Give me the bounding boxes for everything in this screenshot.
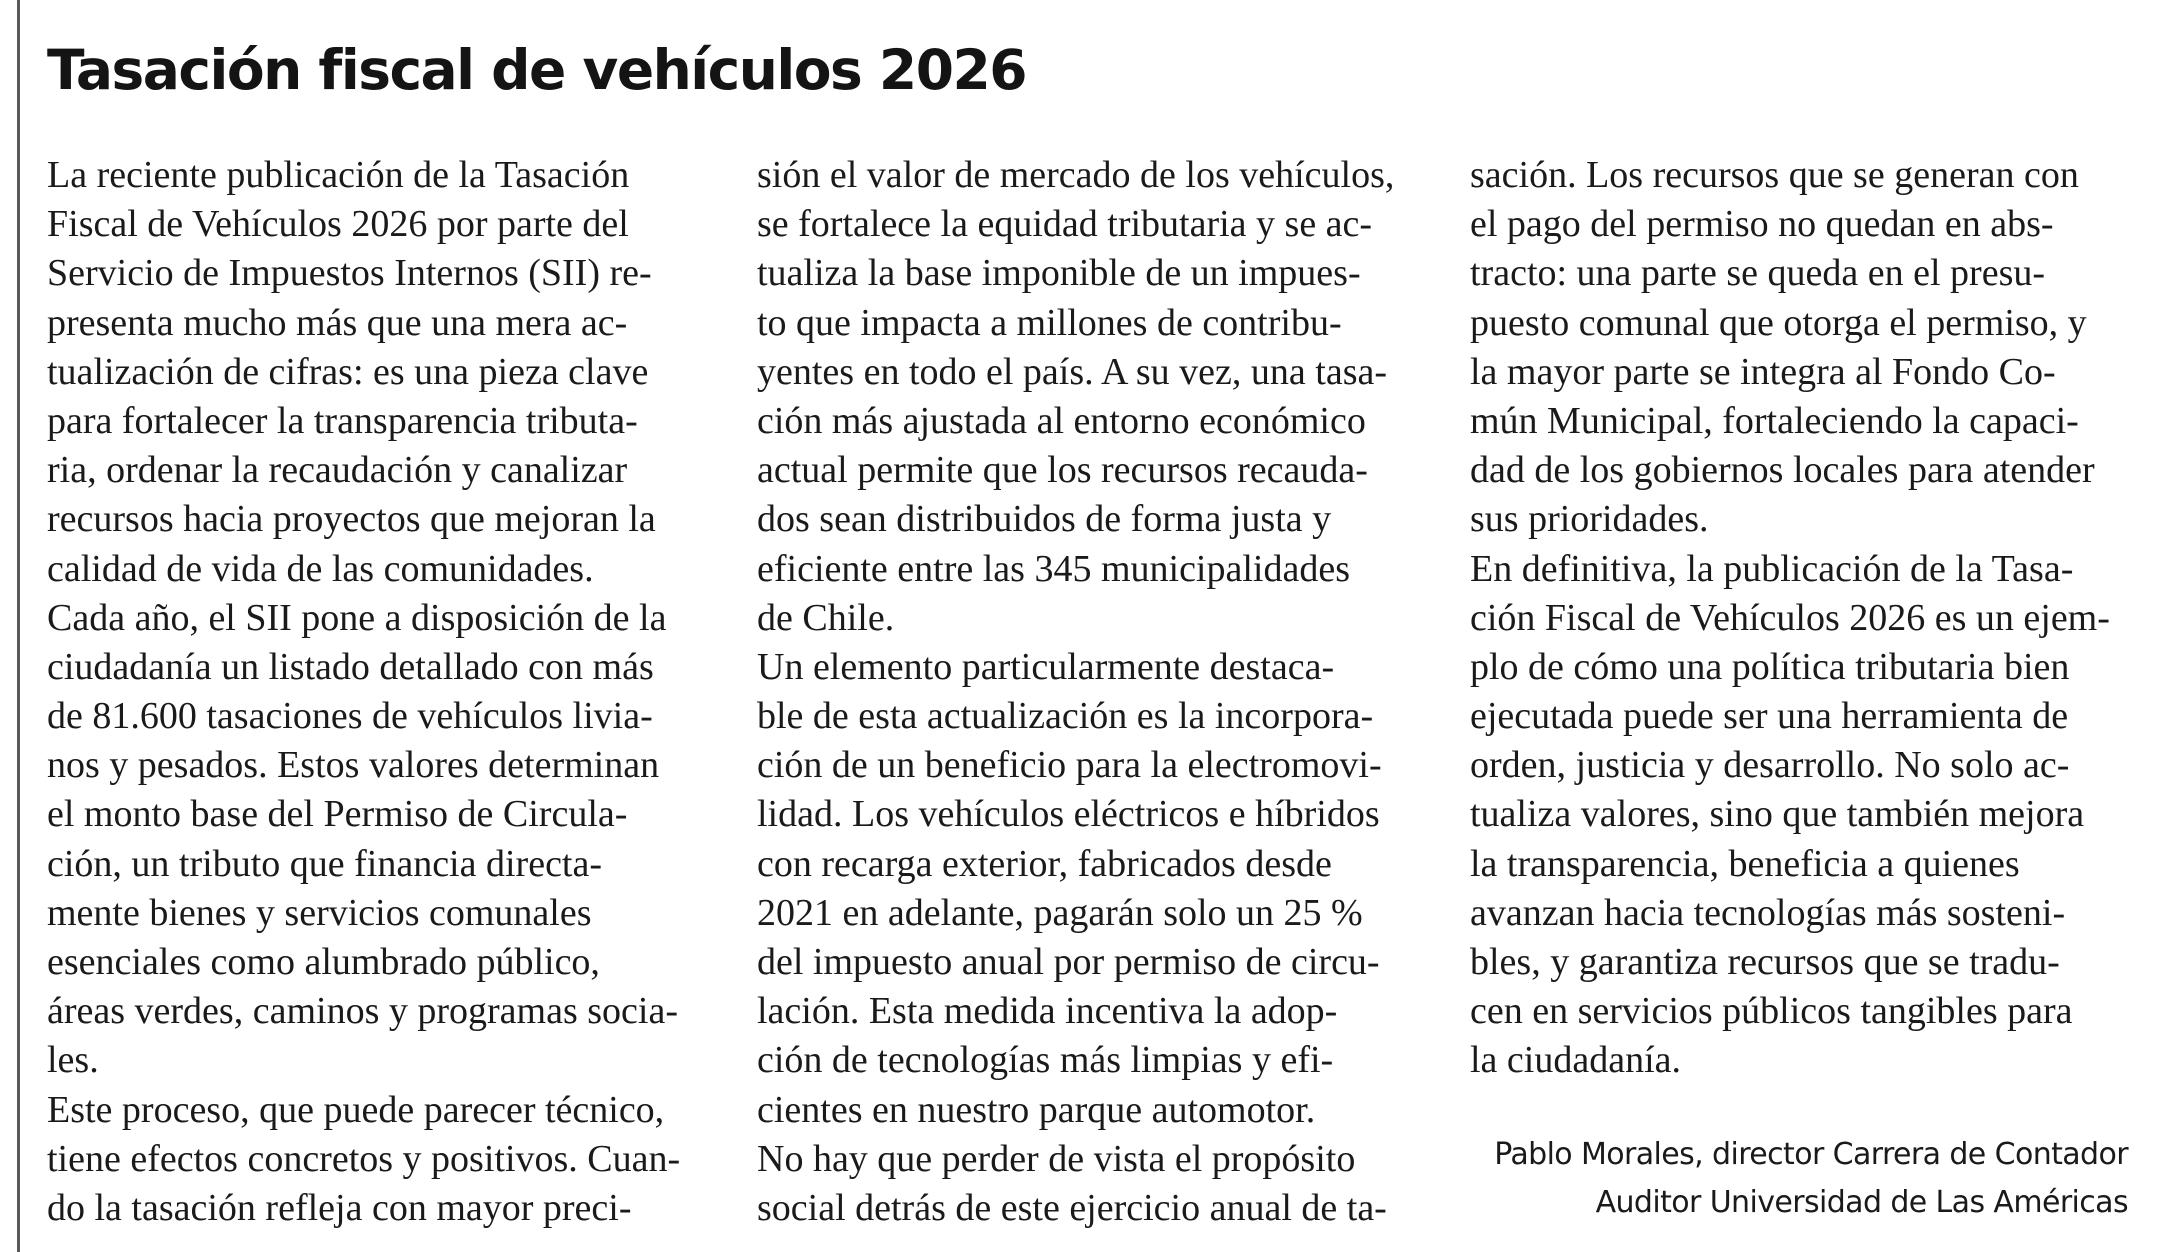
- article-text-line: del impuesto anual por permiso de circu-: [757, 941, 1380, 983]
- author-byline: [1494, 1131, 2128, 1227]
- article-text-line: dad de los gobiernos locales para atender: [1470, 449, 2095, 492]
- article-text-line: presenta mucho más que una mera ac-: [47, 301, 628, 344]
- article-text-line: to que impacta a millones de contribu-: [757, 301, 1342, 344]
- article-text-line: 2021 en adelante, pagarán solo un 25 %: [757, 891, 1363, 934]
- article-text-line: tualización de cifras: es una pieza clave: [47, 350, 649, 393]
- article-text-line: tracto: una parte se queda en el presu-: [1470, 252, 2046, 295]
- article-text-line: sación. Los recursos que se generan con: [1470, 154, 2079, 196]
- article-text-line: Cada año, el SII pone a disposición de la: [47, 596, 667, 639]
- byline-author-name: Pablo Morales, director Carrera de Contador: [1494, 1137, 2128, 1172]
- article-text-line: No hay que perder de vista el propósito: [757, 1137, 1356, 1180]
- article-text-line: áreas verdes, caminos y programas socia-: [47, 990, 678, 1033]
- article-text-line: ria, ordenar la recaudación y canalizar: [47, 449, 628, 492]
- article-text-line: calidad de vida de las comunidades.: [47, 547, 594, 590]
- article-text-line: dos sean distribuidos de forma justa y: [757, 498, 1332, 541]
- article-text-line: Servicio de Impuestos Internos (SII) re-: [47, 252, 652, 295]
- article-text-line: el monto base del Permiso de Circula-: [47, 793, 628, 836]
- article-text-line: mún Municipal, fortaleciendo la capaci-: [1470, 399, 2079, 442]
- article-text-line: sión el valor de mercado de los vehículos,: [757, 154, 1395, 196]
- article-text-line: les.: [47, 1039, 99, 1082]
- article-text-line: ción, un tributo que financia directa-: [47, 842, 603, 885]
- article-text-line: lidad. Los vehículos eléctricos e híbridos: [757, 793, 1380, 836]
- article-text-line: avanzan hacia tecnologías más sosteni-: [1470, 891, 2066, 934]
- article-text-line: yentes en todo el país. A su vez, una tasa-: [757, 350, 1388, 393]
- article-text-line: recursos hacia proyectos que mejoran la: [47, 498, 656, 541]
- article-text-line: se fortalece la equidad tributaria y se ac-: [757, 203, 1373, 246]
- article-text-line: actual permite que los recursos recauda-: [757, 449, 1368, 492]
- article-text-line: esenciales como alumbrado público,: [47, 941, 600, 983]
- byline-affiliation: Auditor Universidad de Las Américas: [1595, 1185, 2128, 1220]
- article-text-line: eficiente entre las 345 municipalidades: [757, 547, 1350, 590]
- article-headline: Tasación fiscal de vehículos 2026: [47, 38, 1027, 102]
- article-text-line: para fortalecer la transparencia tributa-: [47, 399, 638, 442]
- article-text-line: tiene efectos concretos y positivos. Cuan-: [47, 1137, 681, 1180]
- article-text-line: de Chile.: [757, 596, 895, 639]
- article-text-line: sus prioridades.: [1470, 498, 1709, 541]
- article-text-line: cen en servicios públicos tangibles para: [1470, 990, 2073, 1033]
- article-text-line: orden, justicia y desarrollo. No solo ac-: [1470, 744, 2070, 787]
- article-text-line: la mayor parte se integra al Fondo Co-: [1470, 350, 2056, 393]
- article-text-line: cientes en nuestro parque automotor.: [757, 1088, 1316, 1131]
- article-text-line: Un elemento particularmente destaca-: [757, 645, 1335, 688]
- article-text-line: ejecutada puede ser una herramienta de: [1470, 695, 2069, 738]
- article-text-line: mente bienes y servicios comunales: [47, 891, 592, 934]
- article-text-line: tualiza valores, sino que también mejora: [1470, 793, 2085, 836]
- column-divider-rule: [17, 0, 20, 1252]
- article-text-line: ble de esta actualización es la incorpora-: [757, 695, 1374, 738]
- article-text-line: social detrás de este ejercicio anual de ta-: [757, 1186, 1387, 1229]
- article-text-line: lación. Esta medida incentiva la adop-: [757, 990, 1338, 1033]
- article-column-2: [757, 151, 1394, 1233]
- article-text-line: ción más ajustada al entorno económico: [757, 399, 1366, 442]
- article-text-line: tualiza la base imponible de un impues-: [757, 252, 1361, 295]
- article-text-line: plo de cómo una política tributaria bien: [1470, 645, 2070, 688]
- article-text-line: puesto comunal que otorga el permiso, y: [1470, 301, 2087, 344]
- article-column-1: [47, 151, 680, 1233]
- article-text-line: Fiscal de Vehículos 2026 por parte del: [47, 203, 629, 246]
- article-text-line: ción Fiscal de Vehículos 2026 es un ejem-: [1470, 596, 2110, 639]
- article-text-line: Este proceso, que puede parecer técnico,: [47, 1088, 665, 1131]
- article-column-3: [1470, 151, 2110, 1086]
- article-text-line: nos y pesados. Estos valores determinan: [47, 744, 660, 787]
- article-text-line: la ciudadanía.: [1470, 1039, 1682, 1082]
- article-text-line: ciudadanía un listado detallado con más: [47, 645, 654, 688]
- article-text-line: do la tasación refleja con mayor preci-: [47, 1186, 632, 1229]
- article-text-line: ción de tecnologías más limpias y efi-: [757, 1039, 1334, 1082]
- article-text-line: La reciente publicación de la Tasación: [47, 154, 630, 196]
- article-text-line: con recarga exterior, fabricados desde: [757, 842, 1332, 885]
- article-text-line: En definitiva, la publicación de la Tasa-: [1470, 547, 2074, 590]
- article-text-line: el pago del permiso no quedan en abs-: [1470, 203, 2054, 246]
- article-text-line: la transparencia, beneficia a quienes: [1470, 842, 2020, 885]
- article-text-line: bles, y garantiza recursos que se tradu-: [1470, 941, 2060, 983]
- article-text-line: ción de un beneficio para la electromovi-: [757, 744, 1382, 787]
- article-text-line: de 81.600 tasaciones de vehículos livia-: [47, 695, 653, 738]
